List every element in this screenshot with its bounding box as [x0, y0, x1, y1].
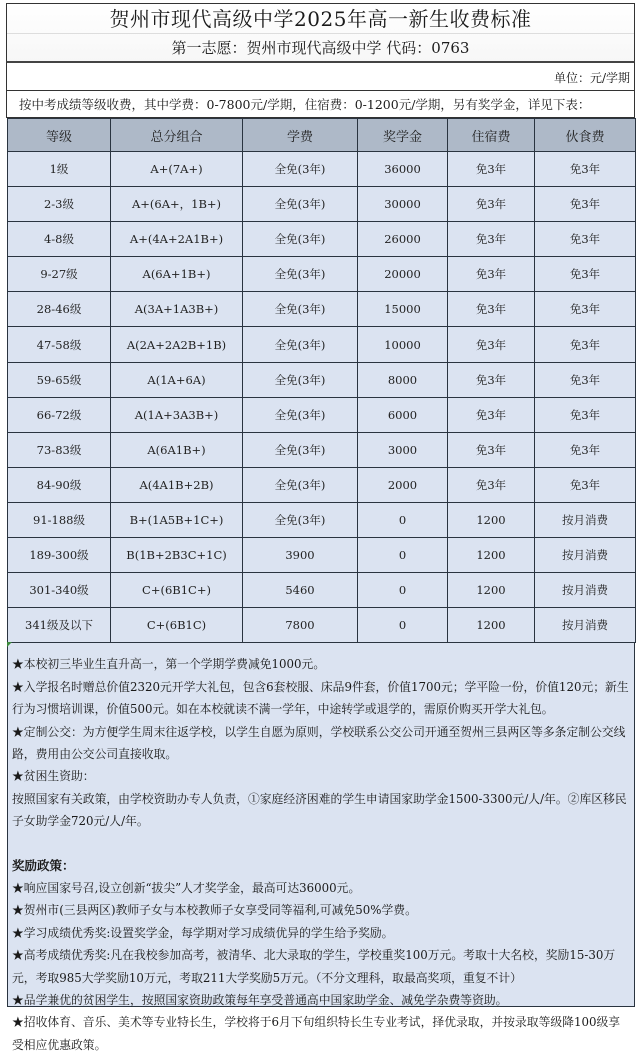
cell-scholarship: 0 [358, 573, 448, 608]
cell-accommodation: 免3年 [448, 362, 535, 397]
cell-tuition: 全免(3年) [243, 292, 358, 327]
cell-grade: 47-58级 [8, 327, 111, 362]
cell-meals: 免3年 [535, 292, 636, 327]
cell-score-combo: A+(4A+2A1B+) [111, 222, 243, 257]
cell-score-combo: C+(6B1C+) [111, 573, 243, 608]
notes-section [7, 643, 635, 1052]
cell-grade: 1级 [8, 152, 111, 187]
reward-item: ★贺州市(三县两区)教师子女与本校教师子女享受同等福利,可减免50%学费。 [12, 903, 417, 918]
cell-scholarship: 36000 [358, 152, 448, 187]
fee-description: 按中考成绩等级收费，其中学费：0-7800元/学期，住宿费：0-1200元/学期，另有奖学金，详见下表： [6, 91, 635, 118]
note-item: ★入学报名时赠总价值2320元开学大礼包，包含6套校服、床品9件套，价值1700元；学平险一份，价值120元；新生行为习惯培训课，价值500元。如在本校就读不满一学年，中途转学或退学的，需原价购买开学大礼包。 [12, 679, 629, 717]
title-block [6, 3, 635, 61]
cell-comment-marker-icon [7, 642, 12, 647]
col-header-scholarship: 奖学金 [358, 119, 448, 152]
cell-scholarship: 0 [358, 502, 448, 537]
table-row [8, 432, 636, 467]
cell-meals: 按月消费 [535, 502, 636, 537]
col-header-grade: 等级 [8, 119, 111, 152]
note-item: 按照国家有关政策，由学校资助办专人负责，①家庭经济困难的学生申请国家助学金1500-3300元/人/年。②库区移民子女助学金720元/人/年。 [12, 791, 627, 829]
cell-accommodation: 1200 [448, 573, 535, 608]
reward-item: ★品学兼优的贫困学生，按照国家资助政策每年享受普通高中国家助学金、减免学杂费等资助。 [12, 993, 508, 1007]
cell-meals: 免3年 [535, 152, 636, 187]
cell-scholarship: 20000 [358, 257, 448, 292]
cell-meals: 免3年 [535, 257, 636, 292]
reward-item: ★响应国家号召,设立创新“拔尖”人才奖学金，最高可达36000元。 [12, 880, 361, 895]
cell-meals: 免3年 [535, 222, 636, 257]
cell-score-combo: B(1B+2B3C+1C) [111, 538, 243, 573]
cell-scholarship: 15000 [358, 292, 448, 327]
cell-score-combo: A(1A+6A) [111, 362, 243, 397]
table-row [8, 257, 636, 292]
cell-score-combo: A+(6A+，1B+) [111, 187, 243, 222]
cell-score-combo: A(6A+1B+) [111, 257, 243, 292]
cell-meals: 按月消费 [535, 608, 636, 643]
cell-tuition: 全免(3年) [243, 397, 358, 432]
cell-grade: 4-8级 [8, 222, 111, 257]
cell-meals: 免3年 [535, 467, 636, 502]
cell-score-combo: A+(7A+) [111, 152, 243, 187]
cell-meals: 免3年 [535, 327, 636, 362]
cell-grade: 84-90级 [8, 467, 111, 502]
cell-accommodation: 1200 [448, 608, 535, 643]
cell-meals: 按月消费 [535, 538, 636, 573]
cell-score-combo: B+(1A5B+1C+) [111, 502, 243, 537]
col-header-meals: 伙食费 [535, 119, 636, 152]
fee-standard-document [6, 3, 635, 1052]
cell-tuition: 全免(3年) [243, 362, 358, 397]
cell-grade: 28-46级 [8, 292, 111, 327]
cell-accommodation: 免3年 [448, 292, 535, 327]
table-row [8, 502, 636, 537]
cell-scholarship: 10000 [358, 327, 448, 362]
table-row [8, 397, 636, 432]
note-item: ★本校初三毕业生直升高一，第一个学期学费减免1000元。 [12, 657, 326, 672]
cell-scholarship: 0 [358, 608, 448, 643]
cell-score-combo: A(1A+3A3B+) [111, 397, 243, 432]
page-title: 贺州市现代高级中学2025年高一新生收费标准 [7, 4, 634, 34]
note-item: ★贫困生资助： [12, 769, 95, 784]
col-header-score-combo: 总分组合 [111, 119, 243, 152]
cell-scholarship: 8000 [358, 362, 448, 397]
cell-tuition: 全免(3年) [243, 187, 358, 222]
cell-scholarship: 2000 [358, 467, 448, 502]
cell-tuition: 全免(3年) [243, 432, 358, 467]
cell-accommodation: 免3年 [448, 327, 535, 362]
cell-tuition: 7800 [243, 608, 358, 643]
cell-score-combo: A(6A1B+) [111, 432, 243, 467]
table-row [8, 538, 636, 573]
table-row [8, 327, 636, 362]
page-subtitle: 第一志愿：贺州市现代高级中学 代码：0763 [171, 39, 470, 57]
cell-accommodation: 免3年 [448, 187, 535, 222]
cell-grade: 73-83级 [8, 432, 111, 467]
table-row [8, 152, 636, 187]
col-header-tuition: 学费 [243, 119, 358, 152]
reward-item: ★招收体育、音乐、美术等专业特长生，学校将于6月下旬组织特长生专业考试，择优录取，并按录取等级降100级享受相应优惠政策。 [12, 1015, 621, 1052]
cell-grade: 9-27级 [8, 257, 111, 292]
table-row [8, 187, 636, 222]
cell-score-combo: A(3A+1A3B+) [111, 292, 243, 327]
reward-item: ★学习成绩优秀奖:设置奖学金，每学期对学习成绩优异的学生给予奖励。 [12, 925, 394, 940]
col-header-accommodation: 住宿费 [448, 119, 535, 152]
cell-grade: 301-340级 [8, 573, 111, 608]
cell-accommodation: 免3年 [448, 152, 535, 187]
cell-grade: 91-188级 [8, 502, 111, 537]
note-item: ★定制公交：为方便学生周末往返学校，以学生自愿为原则，学校联系公交公司开通至贺州三县两区等多条定制公交线路，费用由公交公司直接收取。 [12, 724, 626, 761]
cell-tuition: 全免(3年) [243, 152, 358, 187]
cell-accommodation: 免3年 [448, 432, 535, 467]
spacer [12, 833, 630, 855]
cell-grade: 59-65级 [8, 362, 111, 397]
table-row [8, 292, 636, 327]
fee-table [7, 118, 636, 643]
table-row [8, 467, 636, 502]
cell-scholarship: 26000 [358, 222, 448, 257]
cell-grade: 2-3级 [8, 187, 111, 222]
cell-meals: 免3年 [535, 432, 636, 467]
cell-tuition: 全免(3年) [243, 327, 358, 362]
cell-scholarship: 30000 [358, 187, 448, 222]
table-row [8, 573, 636, 608]
cell-accommodation: 免3年 [448, 467, 535, 502]
cell-grade: 66-72级 [8, 397, 111, 432]
unit-label: 单位：元/学期 [6, 61, 635, 91]
cell-meals: 免3年 [535, 397, 636, 432]
cell-grade: 189-300级 [8, 538, 111, 573]
reward-policy-heading: 奖励政策： [12, 857, 75, 873]
cell-score-combo: C+(6B1C) [111, 608, 243, 643]
cell-scholarship: 6000 [358, 397, 448, 432]
cell-meals: 按月消费 [535, 573, 636, 608]
cell-score-combo: A(4A1B+2B) [111, 467, 243, 502]
cell-scholarship: 0 [358, 538, 448, 573]
cell-tuition: 5460 [243, 573, 358, 608]
reward-item: ★高考成绩优秀奖:凡在我校参加高考，被清华、北大录取的学生，学校重奖100万元。考取十大名校，奖励15-30万元，考取985大学奖励10万元，考取211大学奖励5万元。（不分文理科，取最高奖项，重复不计） [12, 948, 616, 985]
cell-meals: 免3年 [535, 362, 636, 397]
cell-scholarship: 3000 [358, 432, 448, 467]
table-row [8, 608, 636, 643]
cell-tuition: 全免(3年) [243, 467, 358, 502]
table-row [8, 222, 636, 257]
cell-grade: 341级及以下 [8, 608, 111, 643]
cell-accommodation: 免3年 [448, 222, 535, 257]
table-row [8, 362, 636, 397]
cell-accommodation: 1200 [448, 538, 535, 573]
cell-accommodation: 免3年 [448, 257, 535, 292]
table-header-row [8, 119, 636, 152]
cell-score-combo: A(2A+2A2B+1B) [111, 327, 243, 362]
cell-tuition: 3900 [243, 538, 358, 573]
cell-accommodation: 免3年 [448, 397, 535, 432]
cell-tuition: 全免(3年) [243, 502, 358, 537]
cell-meals: 免3年 [535, 187, 636, 222]
cell-tuition: 全免(3年) [243, 257, 358, 292]
cell-tuition: 全免(3年) [243, 222, 358, 257]
cell-accommodation: 1200 [448, 502, 535, 537]
